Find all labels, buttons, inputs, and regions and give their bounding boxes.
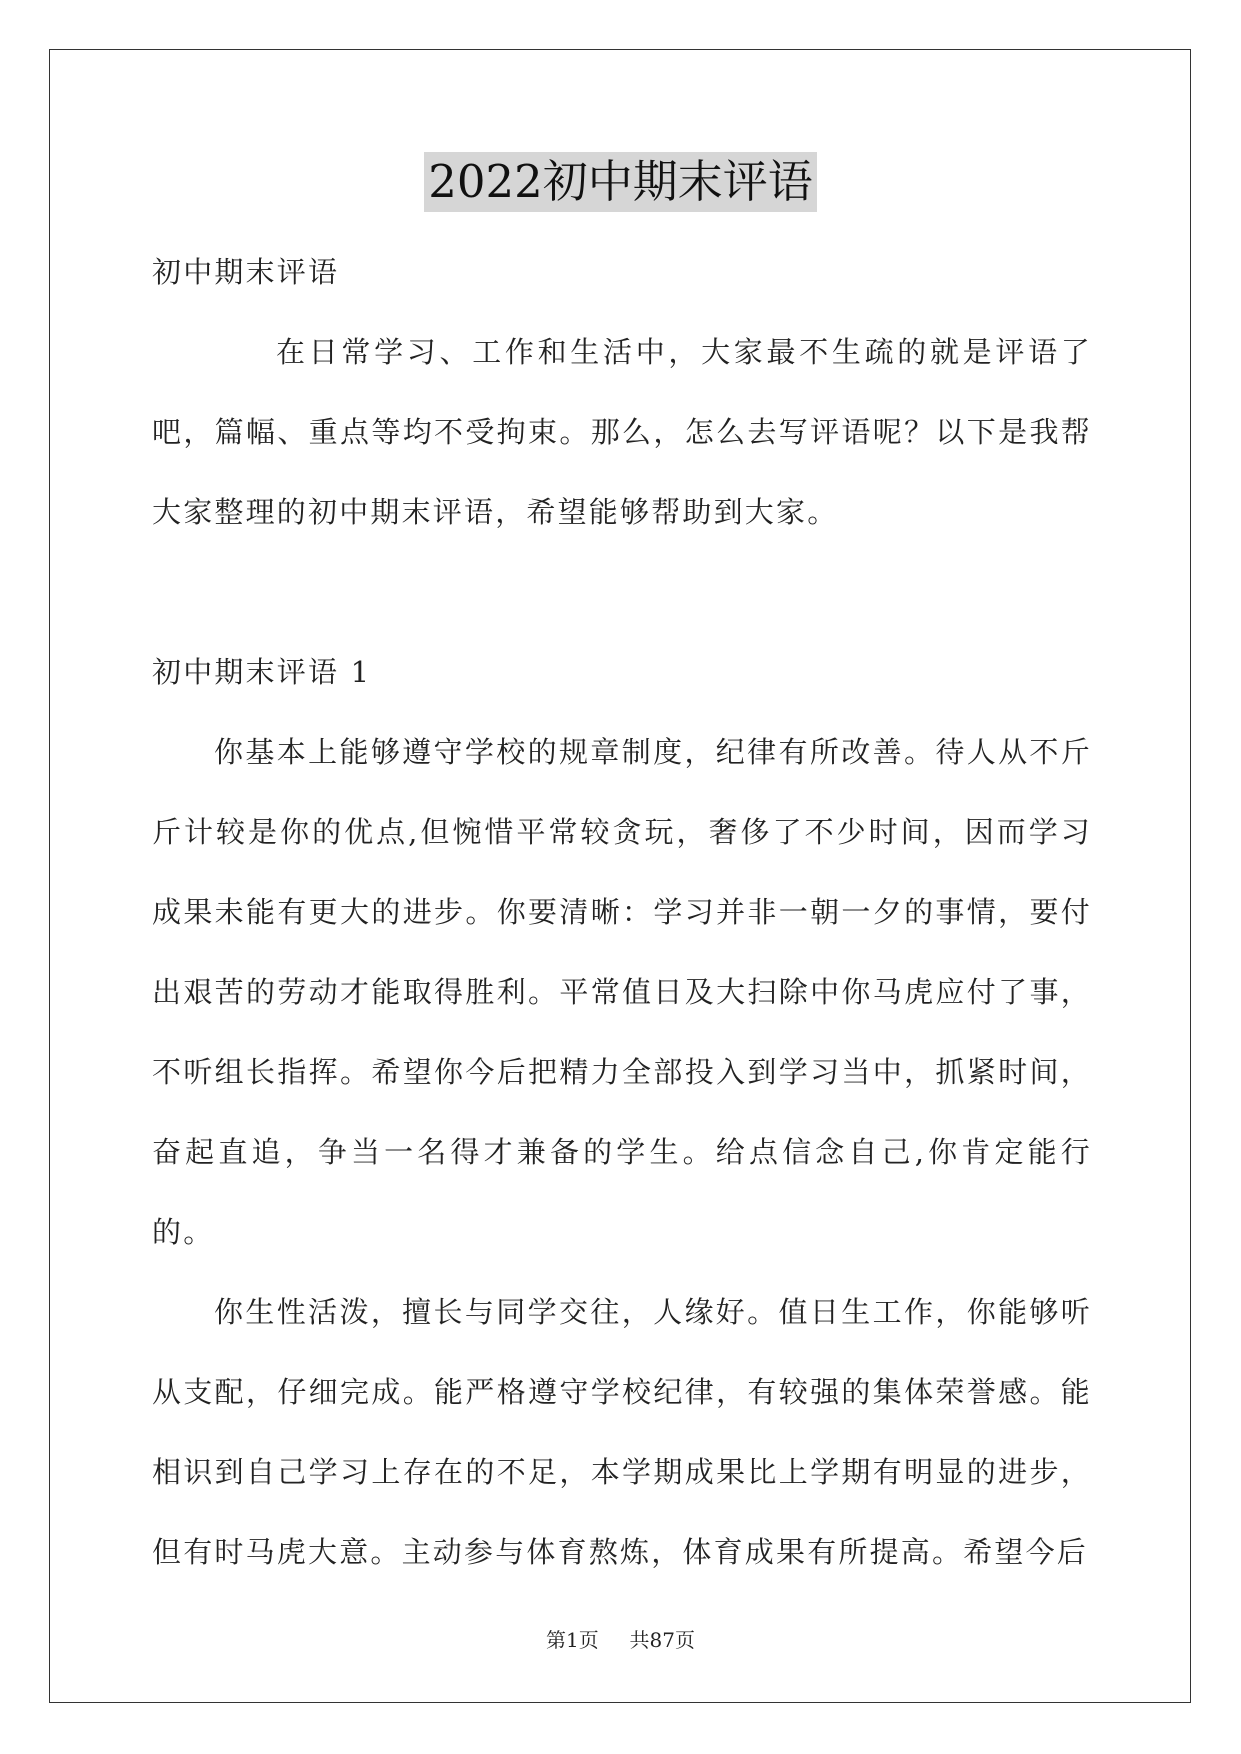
document-title: 2022初中期末评语: [424, 152, 817, 212]
body-paragraph-1: 你基本上能够遵守学校的规章制度，纪律有所改善。待人从不斤斤计较是你的优点,但惋惜平常较贪玩，奢侈了不少时间，因而学习成果未能有更大的进步。你要清晰：学习并非一朝一夕的事情，要付出艰苦的劳动才能取得胜利。平常值日及大扫除中你马虎应付了事，不听组长指挥。希望你今后把精力全部投入到学习当中，抓紧时间，奋起直追，争当一名得才兼备的学生。给点信念自己,你肯定能行的。: [152, 735, 1092, 1249]
page-footer: [0, 1626, 1241, 1654]
spacer: [152, 552, 1092, 632]
intro-paragraph: 在日常学习、工作和生活中，大家最不生疏的就是评语了吧，篇幅、重点等均不受拘束。那么，怎么去写评语呢？以下是我帮大家整理的初中期末评语，希望能够帮助到大家。: [152, 335, 1092, 529]
page-total: 共87页: [629, 1628, 695, 1652]
document-body: [152, 232, 1092, 1592]
title-container: [0, 152, 1241, 212]
section-heading: 初中期末评语 1: [152, 655, 372, 689]
body-paragraph-2: 你生性活泼，擅长与同学交往，人缘好。值日生工作，你能够听从支配，仔细完成。能严格遵守学校纪律，有较强的集体荣誉感。能相识到自己学习上存在的不足，本学期成果比上学期有明显的进步，但有时马虎大意。主动参与体育熬炼，体育成果有所提高。希望今后: [152, 1295, 1092, 1569]
page-number: 第1页: [546, 1628, 599, 1652]
document-subtitle: 初中期末评语: [152, 255, 340, 289]
